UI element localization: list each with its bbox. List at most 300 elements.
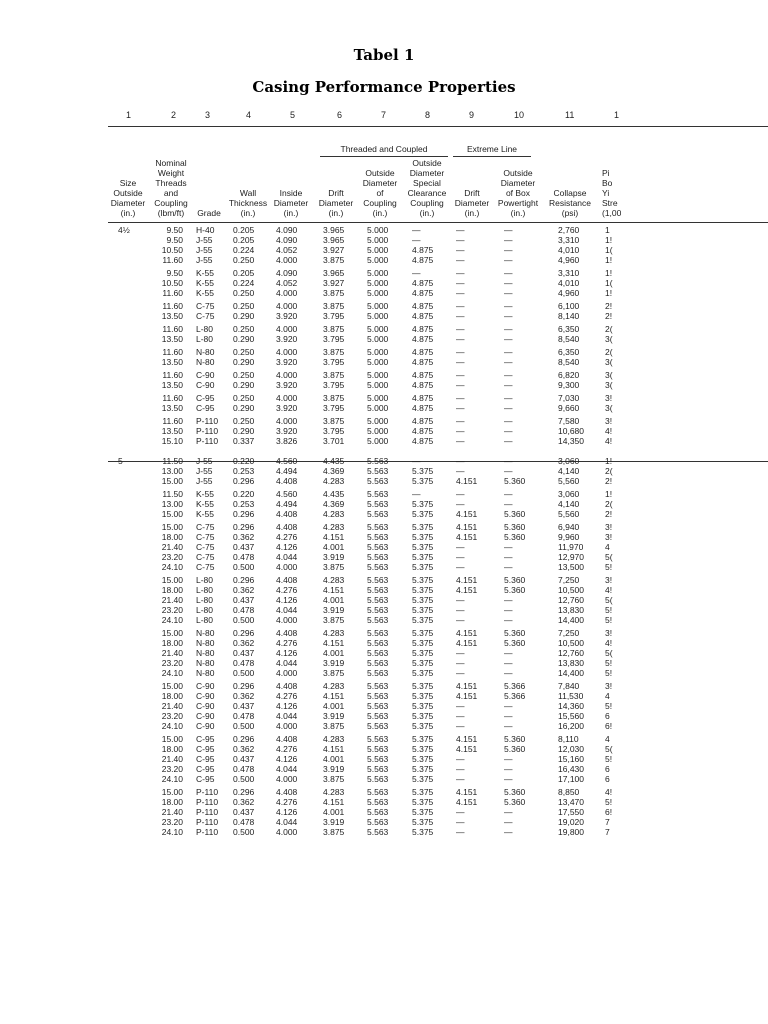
table-cell: 0.205 [233, 225, 255, 235]
table-row [108, 562, 768, 572]
table-cell: 0.478 [233, 658, 255, 668]
table-cell: 5.375 [412, 797, 434, 807]
table-cell: — [504, 436, 513, 446]
table-cell: 0.437 [233, 595, 255, 605]
table-cell: 4,960 [558, 288, 580, 298]
table-cell: J-55 [196, 255, 213, 265]
table-cell: — [456, 225, 465, 235]
table-cell: 0.224 [233, 278, 255, 288]
table-cell: 5.563 [367, 734, 389, 744]
table-cell: 5.375 [412, 658, 434, 668]
table-cell: — [504, 393, 513, 403]
table-row [108, 658, 768, 668]
table-cell: 5.563 [367, 797, 389, 807]
table-cell: 4! [605, 436, 613, 446]
table-cell: 15,560 [558, 711, 584, 721]
table-cell: 16,200 [558, 721, 584, 731]
table-row [108, 288, 768, 298]
table-cell: 4.000 [276, 255, 298, 265]
table-cell: 5.563 [367, 827, 389, 837]
table-cell: 13,830 [558, 605, 584, 615]
table-cell: 4.151 [456, 628, 478, 638]
table-cell: 4.000 [276, 301, 298, 311]
table-cell: 11.60 [162, 393, 183, 403]
table-cell: 21.40 [161, 807, 183, 817]
table-cell: K-55 [196, 288, 214, 298]
table-cell: 5.375 [412, 562, 434, 572]
table-cell: 4.875 [412, 334, 434, 344]
table-cell: 4.151 [456, 522, 478, 532]
table-cell: 4 [605, 542, 610, 552]
table-cell: C-95 [196, 734, 215, 744]
table-cell: 2! [605, 509, 613, 519]
table-cell: 4.283 [323, 628, 345, 638]
table-cell: — [504, 499, 513, 509]
table-cell: 10.50 [161, 245, 183, 255]
table-cell: 5.563 [367, 744, 389, 754]
table-cell: — [456, 754, 465, 764]
table-cell: 15.00 [161, 509, 183, 519]
table-cell: C-95 [196, 764, 215, 774]
table-cell: 4.875 [412, 393, 434, 403]
table-cell: — [504, 426, 513, 436]
table-cell: 5( [605, 744, 613, 754]
table-cell: — [412, 268, 421, 278]
table-cell: — [504, 357, 513, 367]
table-cell: C-90 [196, 711, 215, 721]
table-cell: 1! [605, 288, 613, 298]
table-cell: — [456, 489, 465, 499]
table-cell: 5.360 [504, 787, 526, 797]
table-row [108, 552, 768, 562]
table-cell: 1( [605, 278, 613, 288]
table-cell: 4,140 [558, 466, 580, 476]
table-cell: — [456, 721, 465, 731]
column-number: 2 [171, 110, 177, 120]
table-cell: N-80 [196, 357, 215, 367]
table-cell: 3,310 [558, 268, 580, 278]
table-cell: 3.826 [276, 436, 298, 446]
table-cell: — [504, 658, 513, 668]
table-cell: — [504, 278, 513, 288]
table-cell: 0.296 [233, 628, 255, 638]
table-cell: 8,140 [558, 311, 580, 321]
table-cell: N-80 [196, 638, 215, 648]
table-cell: 9.50 [166, 235, 183, 245]
table-cell: 5! [605, 605, 613, 615]
table-cell: 8,110 [558, 734, 579, 744]
table-row [108, 324, 768, 334]
table-cell: — [456, 311, 465, 321]
table-row [108, 595, 768, 605]
table-cell: 4.283 [323, 522, 345, 532]
table-cell: 4.560 [276, 456, 298, 466]
table-cell: — [456, 807, 465, 817]
table-cell: 0.250 [233, 324, 255, 334]
table-cell: — [456, 403, 465, 413]
table-cell: 13,500 [558, 562, 584, 572]
table-cell: 5.360 [504, 734, 526, 744]
table-row [108, 426, 768, 436]
table-cell: 0.224 [233, 245, 255, 255]
table-cell: 5.000 [367, 225, 389, 235]
table-row [108, 380, 768, 390]
table-row [108, 774, 768, 784]
table-cell: 1! [605, 456, 613, 466]
table-cell: 5.360 [504, 532, 526, 542]
table-cell: 4.052 [276, 245, 298, 255]
table-cell: 4.126 [276, 595, 298, 605]
table-cell: 18.00 [161, 585, 183, 595]
table-cell: — [456, 288, 465, 298]
table-cell: — [504, 489, 513, 499]
table-cell: 0.362 [233, 744, 255, 754]
table-cell: 1( [605, 245, 613, 255]
table-cell: 6,350 [558, 324, 580, 334]
table-cell: 24.10 [161, 827, 183, 837]
table-row [108, 734, 768, 744]
table-cell: 4.000 [276, 288, 298, 298]
table-cell: 4.875 [412, 288, 434, 298]
table-cell: — [456, 347, 465, 357]
table-cell: 24.10 [161, 562, 183, 572]
table-cell: — [456, 658, 465, 668]
table-cell: 3.875 [323, 615, 345, 625]
table-cell: 5.563 [367, 532, 389, 542]
table-cell: 5! [605, 754, 613, 764]
table-row [108, 575, 768, 585]
table-cell: 0.290 [233, 426, 255, 436]
table-cell: 3( [605, 380, 613, 390]
column-number: 6 [337, 110, 343, 120]
table-cell: 3! [605, 532, 613, 542]
table-row [108, 827, 768, 837]
table-cell: 4.875 [412, 370, 434, 380]
table-cell: 0.437 [233, 701, 255, 711]
table-cell: 4.369 [323, 499, 345, 509]
table-cell: 5,560 [558, 509, 580, 519]
table-cell: 4.044 [276, 552, 298, 562]
table-cell: C-75 [196, 532, 215, 542]
table-cell: — [504, 225, 513, 235]
table-cell: 2! [605, 301, 613, 311]
table-cell: — [504, 324, 513, 334]
table-cell: 3.875 [323, 288, 345, 298]
table-cell: 0.250 [233, 255, 255, 265]
table-cell: 6 [605, 774, 610, 784]
table-cell: 0.478 [233, 605, 255, 615]
table-cell: 0.250 [233, 393, 255, 403]
table-cell: 9,960 [558, 532, 580, 542]
table-cell: — [456, 324, 465, 334]
table-row [108, 476, 768, 486]
table-cell: 4.151 [456, 532, 478, 542]
table-cell: 4.126 [276, 807, 298, 817]
table-cell: C-90 [196, 701, 215, 711]
table-row [108, 499, 768, 509]
header-collapse-resistance: Collapse Resistance (psi) [548, 188, 592, 218]
header-coupling-od: Outside Diameter of Coupling (in.) [362, 168, 398, 218]
table-cell: 4.044 [276, 605, 298, 615]
table-cell: — [456, 334, 465, 344]
table-cell: 11,970 [558, 542, 584, 552]
table-cell: 4.875 [412, 311, 434, 321]
table-cell: 24.10 [161, 721, 183, 731]
table-cell: 5.000 [367, 416, 389, 426]
table-cell: 0.250 [233, 370, 255, 380]
table-row [108, 711, 768, 721]
table-cell: 3.875 [323, 347, 345, 357]
table-cell: 12,030 [558, 744, 584, 754]
table-cell: 16,430 [558, 764, 584, 774]
table-cell: 0.296 [233, 734, 255, 744]
table-cell: 3.875 [323, 827, 345, 837]
table-cell: L-80 [196, 334, 214, 344]
table-cell: 0.362 [233, 691, 255, 701]
table-cell: 14,350 [558, 436, 584, 446]
table-cell: 23.20 [161, 605, 183, 615]
table-cell: 3.920 [276, 311, 298, 321]
table-cell: 14,400 [558, 668, 584, 678]
table-cell: 5! [605, 658, 613, 668]
table-cell: — [456, 466, 465, 476]
table-cell: 11.50 [162, 489, 183, 499]
table-cell: 4.283 [323, 787, 345, 797]
table-cell: 0.290 [233, 380, 255, 390]
table-cell: 4.151 [456, 681, 478, 691]
table-cell: 5.000 [367, 403, 389, 413]
table-cell: 4.151 [456, 734, 478, 744]
table-cell: 15.00 [161, 575, 183, 585]
table-row [108, 334, 768, 344]
group-header-extreme: Extreme Line [466, 144, 518, 154]
table-cell: 4.000 [276, 827, 298, 837]
table-cell: 0.205 [233, 235, 255, 245]
table-cell: 14,400 [558, 615, 584, 625]
table-cell: 4.001 [323, 648, 345, 658]
table-cell: P-110 [196, 426, 219, 436]
table-cell: 11.60 [162, 324, 183, 334]
table-cell: 0.296 [233, 681, 255, 691]
table-cell: C-75 [196, 311, 215, 321]
table-cell: 3.919 [323, 605, 345, 615]
table-cell: 8,540 [558, 357, 580, 367]
table-cell: 5.563 [367, 754, 389, 764]
table-cell: P-110 [196, 817, 219, 827]
table-cell: 6,820 [558, 370, 580, 380]
table-cell: — [412, 235, 421, 245]
table-cell: K-55 [196, 509, 214, 519]
table-cell: — [504, 827, 513, 837]
table-cell: 1! [605, 235, 613, 245]
table-cell: 1! [605, 268, 613, 278]
table-cell: 4.151 [456, 691, 478, 701]
table-cell: — [456, 711, 465, 721]
table-cell: 23.20 [161, 817, 183, 827]
table-cell: 5.375 [412, 734, 434, 744]
table-row [108, 489, 768, 499]
table-cell: 4.875 [412, 357, 434, 367]
table-cell: 5.375 [412, 774, 434, 784]
table-cell: — [504, 456, 513, 466]
table-cell: 4! [605, 638, 613, 648]
table-cell: 4.283 [323, 575, 345, 585]
table-cell: 4.369 [323, 466, 345, 476]
table-cell: 21.40 [161, 648, 183, 658]
table-cell: 4.875 [412, 278, 434, 288]
table-cell: 5.375 [412, 575, 434, 585]
table-cell: 18.00 [161, 691, 183, 701]
table-cell: 5.375 [412, 499, 434, 509]
table-cell: 5.375 [412, 542, 434, 552]
table-cell: 5.375 [412, 522, 434, 532]
table-cell: 3! [605, 522, 613, 532]
table-cell: 3( [605, 334, 613, 344]
table-row [108, 255, 768, 265]
table-cell: 0.290 [233, 311, 255, 321]
table-cell: 0.220 [233, 456, 255, 466]
table-cell: 4,010 [558, 245, 580, 255]
table-cell: 13.00 [161, 499, 183, 509]
table-cell: 4.151 [323, 532, 345, 542]
table-cell: 4.126 [276, 542, 298, 552]
table-cell: 4.001 [323, 595, 345, 605]
table-cell: 0.290 [233, 403, 255, 413]
table-cell: 0.296 [233, 509, 255, 519]
table-cell: 18.00 [161, 744, 183, 754]
table-cell: 0.296 [233, 575, 255, 585]
table-row [108, 721, 768, 731]
table-cell: P-110 [196, 827, 219, 837]
table-cell: — [456, 827, 465, 837]
table-cell: 4! [605, 585, 613, 595]
table-cell: — [504, 721, 513, 731]
table-cell: P-110 [196, 416, 219, 426]
table-cell: 0.250 [233, 288, 255, 298]
table-cell: 11,530 [558, 691, 584, 701]
table-cell: 5.000 [367, 370, 389, 380]
table-cell: 5.375 [412, 595, 434, 605]
table-cell: 5.360 [504, 744, 526, 754]
table-cell: — [456, 456, 465, 466]
table-cell: 5.000 [367, 324, 389, 334]
table-cell: 4.875 [412, 426, 434, 436]
table-cell: 11.60 [162, 255, 183, 265]
table-cell: 4.000 [276, 370, 298, 380]
table-cell: 3! [605, 681, 613, 691]
table-cell: 5.000 [367, 301, 389, 311]
table-cell: 5.366 [504, 691, 526, 701]
table-cell: J-55 [196, 245, 213, 255]
table-cell: 5.563 [367, 817, 389, 827]
table-cell: C-75 [196, 552, 215, 562]
table-cell: J-55 [196, 456, 213, 466]
table-row [108, 268, 768, 278]
table-cell: 5.375 [412, 509, 434, 519]
table-cell: 5.563 [367, 542, 389, 552]
table-cell: 0.250 [233, 301, 255, 311]
table-cell: 3! [605, 628, 613, 638]
table-cell: 2! [605, 476, 613, 486]
table-cell: — [456, 648, 465, 658]
table-cell: 5.375 [412, 754, 434, 764]
table-cell: 4.435 [323, 456, 345, 466]
table-cell: — [456, 245, 465, 255]
table-cell: 4.151 [456, 509, 478, 519]
table-cell: 4.090 [276, 225, 298, 235]
table-cell: 3.920 [276, 380, 298, 390]
group-underline [320, 156, 448, 157]
table-cell: 5.563 [367, 764, 389, 774]
table-cell: — [504, 380, 513, 390]
table-cell: 2,760 [558, 225, 580, 235]
table-cell: P-110 [196, 807, 219, 817]
table-cell: 5.563 [367, 721, 389, 731]
table-row [108, 585, 768, 595]
table-cell: — [504, 754, 513, 764]
column-number-row [108, 110, 768, 122]
table-cell: 3! [605, 575, 613, 585]
header-wall-thickness: Wall Thickness (in.) [228, 188, 268, 218]
table-cell: C-95 [196, 754, 215, 764]
table-cell: 0.437 [233, 807, 255, 817]
table-cell: 5.563 [367, 552, 389, 562]
table-row [108, 301, 768, 311]
table-cell: 4.151 [456, 744, 478, 754]
table-cell: 5.000 [367, 268, 389, 278]
table-cell: 4.408 [276, 734, 298, 744]
table-cell: — [456, 542, 465, 552]
table-cell: 3.875 [323, 416, 345, 426]
column-number: 7 [381, 110, 387, 120]
table-cell: 4.001 [323, 807, 345, 817]
table-cell: 3.965 [323, 268, 345, 278]
table-row [108, 393, 768, 403]
table-cell: — [504, 552, 513, 562]
table-cell: 13.50 [161, 357, 183, 367]
table-cell: 0.220 [233, 489, 255, 499]
table-cell: 0.437 [233, 648, 255, 658]
table-cell: 3.919 [323, 711, 345, 721]
table-cell: 5.563 [367, 807, 389, 817]
table-cell: 5.375 [412, 628, 434, 638]
table-cell: 13,470 [558, 797, 584, 807]
table-cell: 1! [605, 489, 613, 499]
column-number: 1 [126, 110, 132, 120]
table-cell: 24.10 [161, 615, 183, 625]
table-cell: 23.20 [161, 658, 183, 668]
table-row [108, 605, 768, 615]
table-cell: 5.360 [504, 628, 526, 638]
table-cell: — [456, 426, 465, 436]
table-cell: J-55 [196, 466, 213, 476]
table-cell: 11.60 [162, 370, 183, 380]
table-cell: 3.875 [323, 255, 345, 265]
table-cell: 5.563 [367, 615, 389, 625]
table-cell: 13.00 [161, 466, 183, 476]
table-cell: 0.253 [233, 499, 255, 509]
table-cell: 5.563 [367, 668, 389, 678]
table-cell: 0.362 [233, 532, 255, 542]
table-cell: — [504, 648, 513, 658]
table-cell: 5.375 [412, 691, 434, 701]
table-cell: 0.500 [233, 721, 255, 731]
table-cell: — [456, 562, 465, 572]
table-cell: 5.375 [412, 817, 434, 827]
table-cell: 3.875 [323, 324, 345, 334]
table-cell: C-90 [196, 380, 215, 390]
table-cell: 5.375 [412, 668, 434, 678]
